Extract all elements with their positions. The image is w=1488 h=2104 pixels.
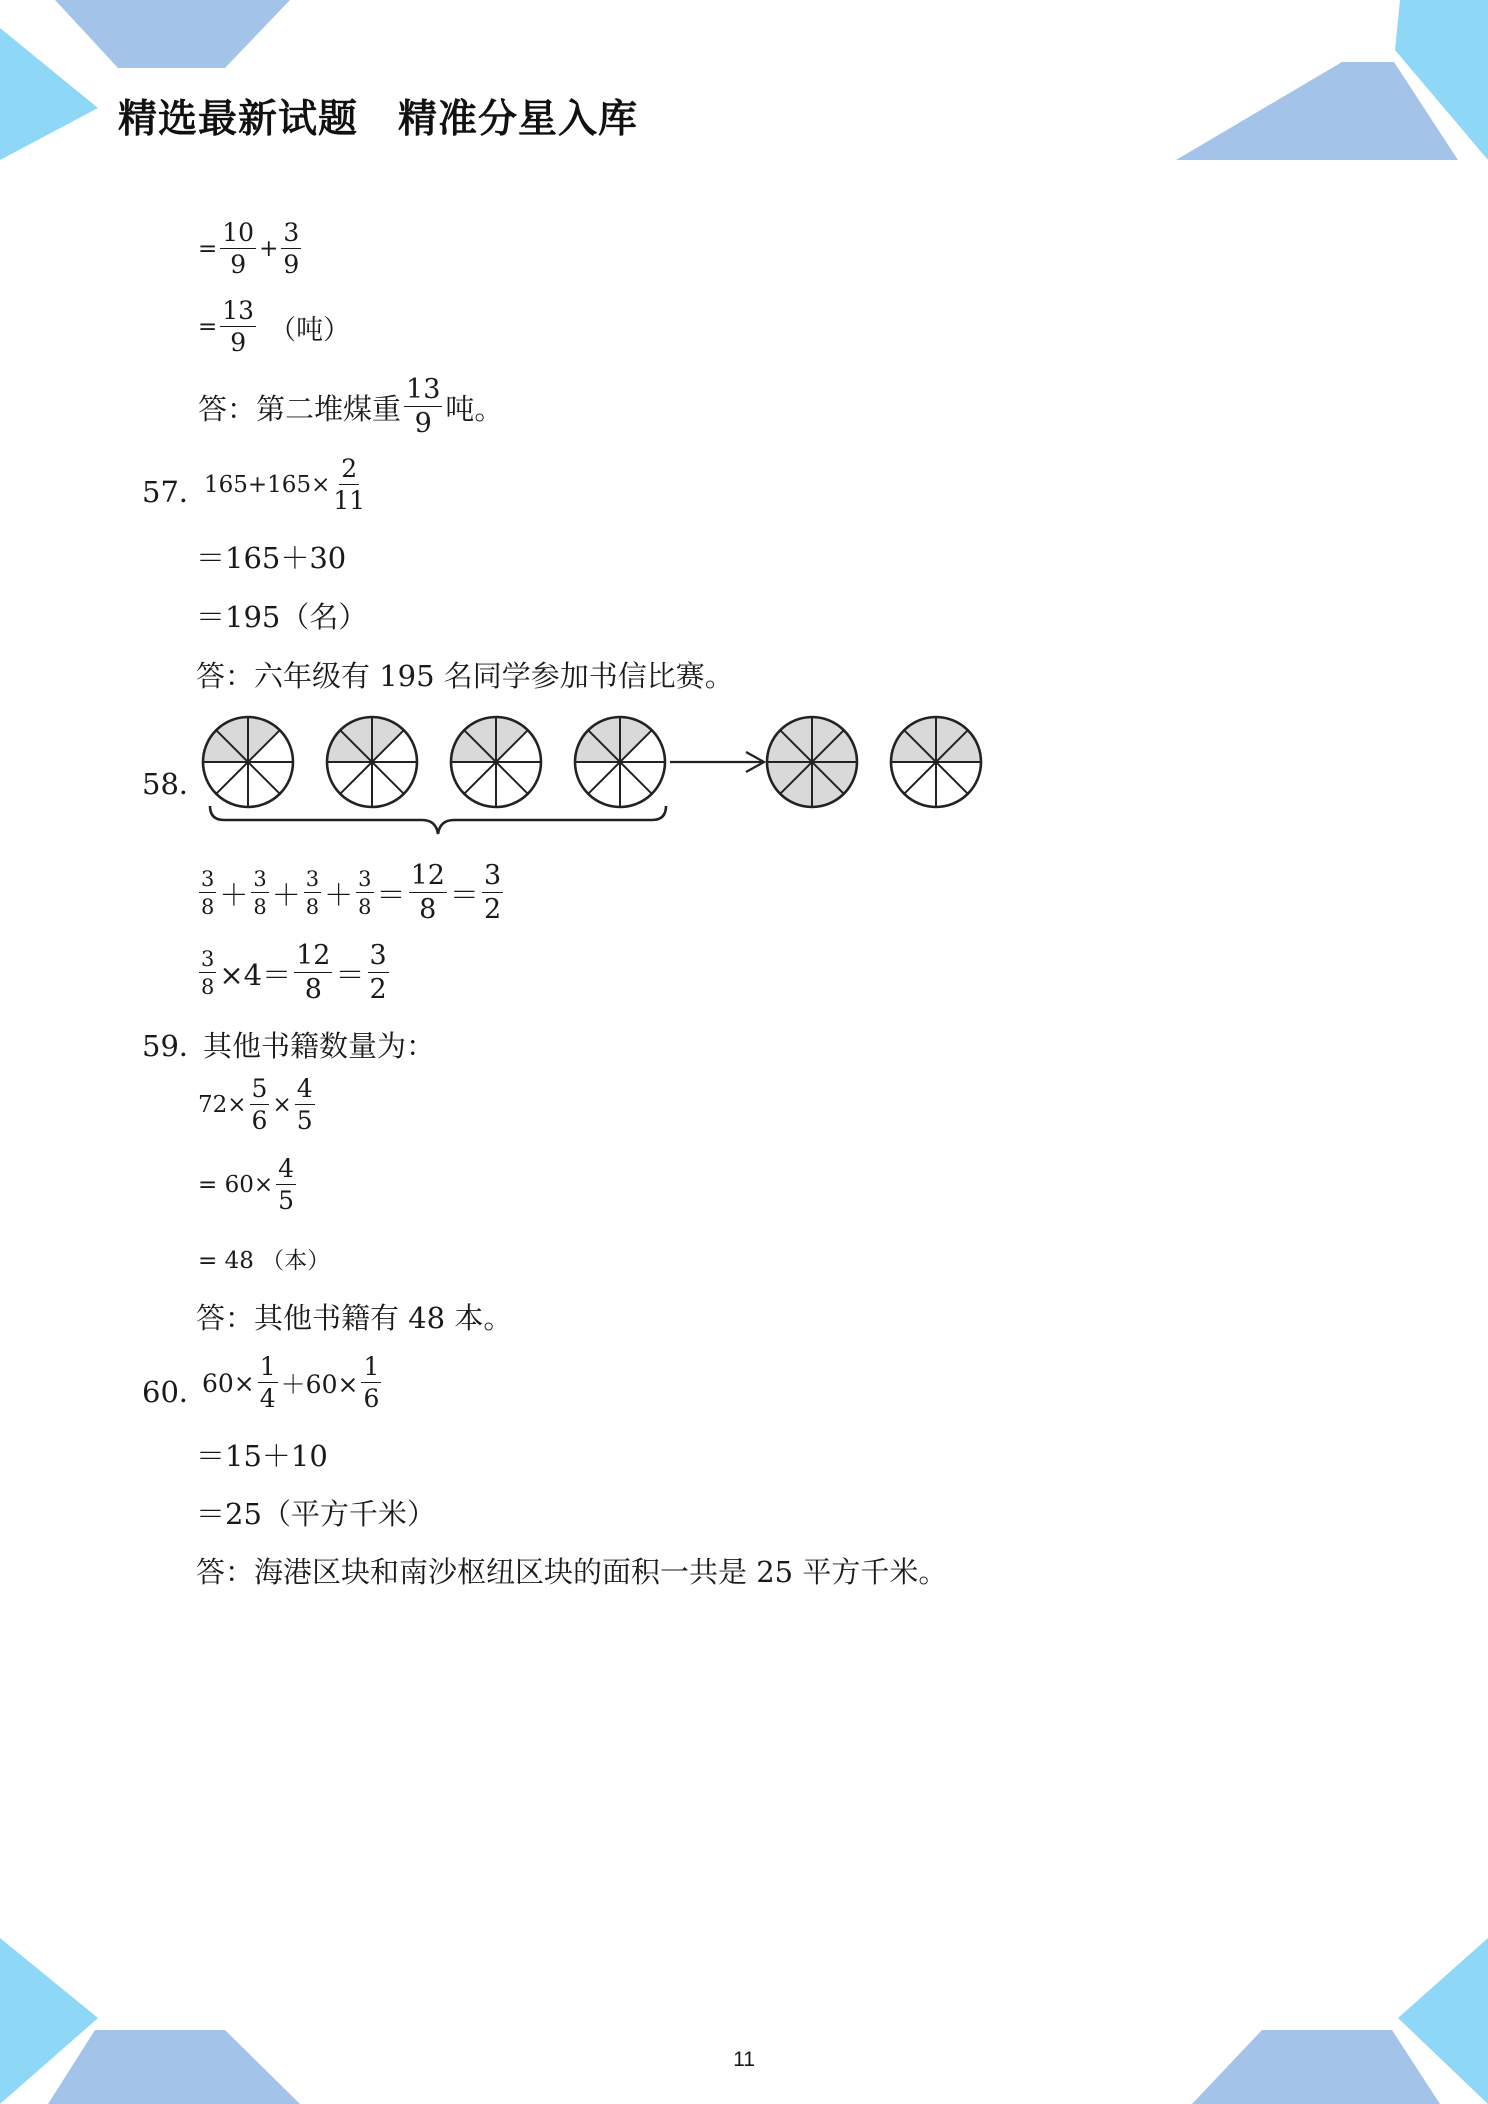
q59-step-3: = 48 （本）: [198, 1248, 331, 1274]
fraction-circles-diagram: [200, 708, 1000, 844]
fraction-circle: [451, 717, 541, 807]
q57-answer: 答：六年级有 195 名同学参加书信比赛。: [196, 659, 734, 693]
fraction: $\frac{3}{8}$: [253, 867, 267, 920]
fraction: $\frac{3}{8}$: [201, 947, 215, 1000]
fraction: $\frac{12}{8}$: [296, 940, 331, 1006]
fraction-circle: [203, 717, 293, 807]
fraction: $\frac{13}{9}$: [406, 374, 441, 440]
prev-step-2: = $\frac{13}{9}$ （吨）: [198, 296, 351, 358]
question-number-60: 60．: [142, 1375, 208, 1409]
shaded-sector: [620, 717, 652, 762]
question-number-58: 58．: [142, 767, 208, 801]
shaded-sector: [372, 717, 404, 762]
fraction: $\frac{3}{9}$: [283, 218, 300, 280]
q57-step-2: ＝195（名）: [196, 600, 368, 634]
prev-step-1: = $\frac{10}{9}$ + $\frac{3}{9}$: [198, 218, 300, 280]
shaded-sector: [248, 717, 280, 762]
fraction: $\frac{5}{6}$: [251, 1074, 268, 1136]
fraction-circle: [767, 717, 857, 807]
fraction: $\frac{13}{9}$: [222, 296, 255, 358]
q59-step-1: 72× $\frac{5}{6}$ × $\frac{4}{5}$: [198, 1074, 313, 1136]
fraction-circle: [327, 717, 417, 807]
fraction: $\frac{4}{5}$: [278, 1154, 295, 1216]
fraction: $\frac{4}{5}$: [296, 1074, 313, 1136]
fraction: $\frac{10}{9}$: [222, 218, 255, 280]
shaded-sector: [496, 717, 528, 762]
fraction: $\frac{1}{6}$: [363, 1352, 380, 1414]
q58-multiplication-equation: $\frac{3}{8}$ ×4＝ $\frac{12}{8}$ ＝ $\frac{3}{2}$: [201, 940, 387, 1006]
q60-expression: 60× $\frac{1}{4}$ ＋60× $\frac{1}{6}$: [202, 1352, 380, 1414]
q59-answer: 答：其他书籍有 48 本。: [196, 1301, 513, 1335]
fraction-circle: [575, 717, 665, 807]
q59-intro: 其他书籍数量为：: [203, 1029, 436, 1063]
fraction: $\frac{3}{8}$: [305, 867, 320, 920]
question-number-57: 57．: [142, 475, 208, 509]
q58-addition-equation: $\frac{3}{8}$ ＋ $\frac{3}{8}$ ＋ $\frac{3}{8}$ ＋ $\frac{3}{8}$ ＝ $\frac{12}{8}$ ＝ $\frac{3}{2}$: [201, 860, 502, 926]
grouping-brace: [210, 806, 666, 834]
fraction-circle: [891, 717, 981, 807]
fraction: $\frac{3}{8}$: [201, 867, 215, 920]
question-number-59: 59．: [142, 1029, 208, 1063]
top-right-trapezoid: [1176, 62, 1458, 160]
fraction: $\frac{1}{4}$: [259, 1352, 276, 1414]
fraction: $\frac{3}{2}$: [483, 860, 502, 926]
q60-answer: 答：海港区块和南沙枢纽区块的面积一共是 25 平方千米。: [196, 1555, 948, 1589]
q60-step-2: ＝25（平方千米）: [196, 1497, 436, 1531]
prev-answer: 答：第二堆煤重 $\frac{13}{9}$ 吨。: [198, 374, 504, 440]
top-left-trapezoid: [55, 0, 290, 68]
q57-expression: 165+165× $\frac{2}{11}$: [204, 454, 366, 516]
q57-step-1: ＝165＋30: [196, 541, 347, 575]
fraction: $\frac{3}{8}$: [358, 867, 372, 920]
q59-step-2: = 60× $\frac{4}{5}$: [198, 1154, 295, 1216]
page-number: 11: [733, 2048, 755, 2071]
q60-step-1: ＝15＋10: [196, 1439, 328, 1473]
fraction: $\frac{3}{2}$: [369, 940, 387, 1006]
fraction: $\frac{2}{11}$: [333, 454, 366, 516]
header-title: 精选最新试题 精准分星入库: [118, 97, 639, 142]
fraction: $\frac{12}{8}$: [410, 860, 445, 926]
